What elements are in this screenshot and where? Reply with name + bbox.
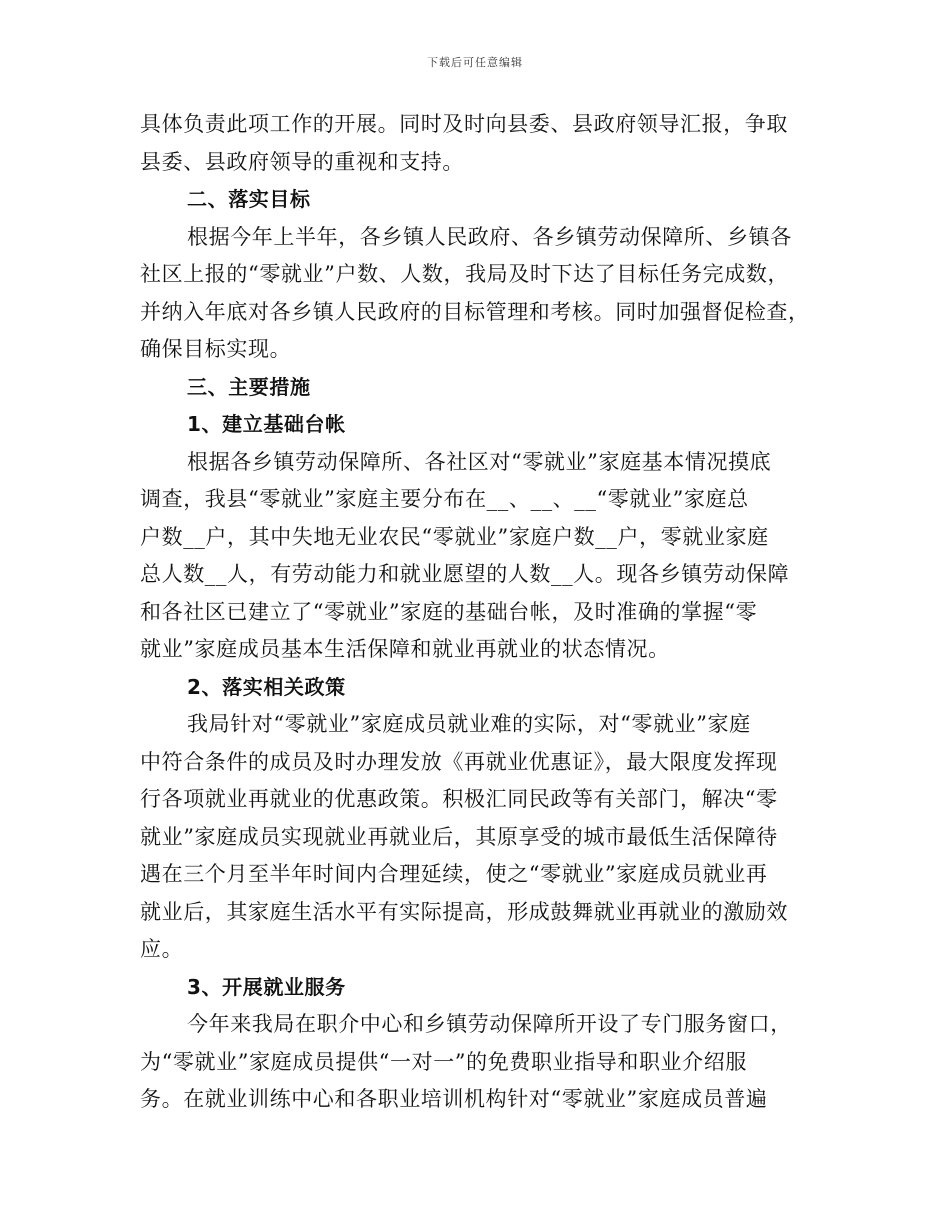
text-line: 为“零就业”家庭成员提供“一对一”的免费职业指导和职业介绍服 <box>140 1049 747 1074</box>
text-line: 就业后，其家庭生活水平有实际提高，形成鼓舞就业再就业的激励效 <box>140 899 788 924</box>
text-line: 总人数__人，有劳动能力和就业愿望的人数__人。现各乡镇劳动保障 <box>140 562 790 586</box>
text-line: 就业”家庭成员基本生活保障和就业再就业的状态情况。 <box>140 637 670 661</box>
section-heading: 三、主要措施 <box>187 374 311 399</box>
text-line: 并纳入年底对各乡镇人民政府的目标管理和考核。同时加强督促检查， <box>140 299 810 324</box>
text-line: 行各项就业再就业的优惠政策。积极汇同民政等有关部门，解决“零 <box>140 787 778 811</box>
text-line: 调查，我县“零就业”家庭主要分布在__、__、__“零就业”家庭总 <box>140 487 749 511</box>
text-line: 根据各乡镇劳动保障所、各社区对“零就业”家庭基本情况摸底 <box>187 449 772 474</box>
subsection-heading: 2、落实相关政策 <box>187 674 346 699</box>
text-line: 遇在三个月至半年时间内合理延续，使之“零就业”家庭成员就业再 <box>140 862 768 886</box>
text-line: 确保目标实现。 <box>140 337 292 361</box>
text-line: 务。在就业训练中心和各职业培训机构针对“零就业”家庭成员普遍 <box>140 1087 768 1111</box>
text-line: 中符合条件的成员及时办理发放《再就业优惠证》，最大限度发挥现 <box>140 749 778 774</box>
text-line: 户数__户，其中失地无业农民“零就业”家庭户数__户，零就业家庭 <box>140 524 769 549</box>
text-line: 县委、县政府领导的重视和支持。 <box>140 149 464 174</box>
text-line: 社区上报的“零就业”户数、人数，我局及时下达了目标任务完成数， <box>140 262 790 286</box>
document-body <box>140 106 808 1119</box>
text-line: 今年来我局在职介中心和乡镇劳动保障所开设了专门服务窗口， <box>187 1012 792 1036</box>
text-line: 和各社区已建立了“零就业”家庭的基础台帐，及时准确的掌握“零 <box>140 599 758 624</box>
subsection-heading: 3、开展就业服务 <box>187 974 346 999</box>
subsection-heading: 1、建立基础台帐 <box>187 412 346 436</box>
text-line: 我局针对“零就业”家庭成员就业难的实际，对“零就业”家庭 <box>187 712 751 736</box>
page-header: 下载后可任意编辑 <box>427 56 523 69</box>
text-line: 根据今年上半年，各乡镇人民政府、各乡镇劳动保障所、乡镇各 <box>187 224 792 249</box>
text-line: 就业”家庭成员实现就业再就业后，其原享受的城市最低生活保障待 <box>140 824 778 849</box>
section-heading: 二、落实目标 <box>187 187 311 211</box>
text-line: 具体负责此项工作的开展。同时及时向县委、县政府领导汇报，争取 <box>140 112 788 136</box>
text-line: 应。 <box>140 937 184 961</box>
